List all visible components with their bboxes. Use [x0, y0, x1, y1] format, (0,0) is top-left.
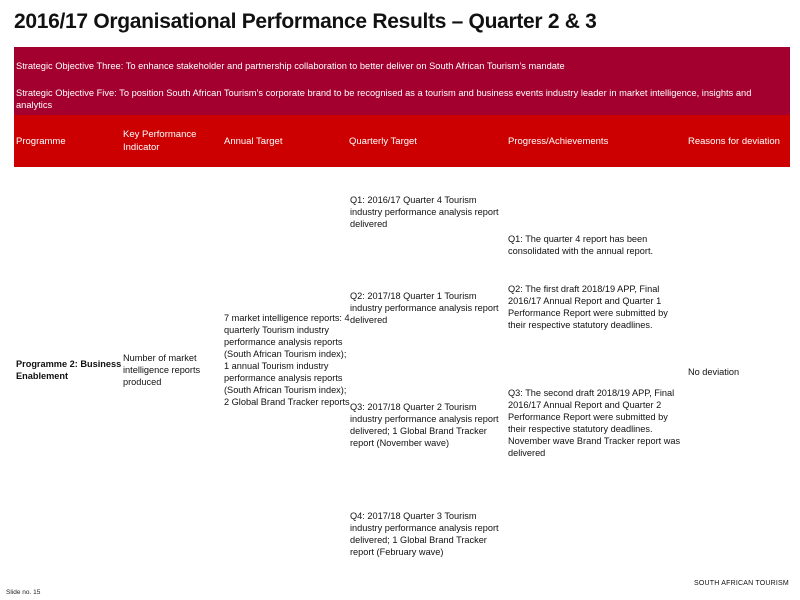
objective-three: Strategic Objective Three: To enhance stakeholder and partnership collaboration to better deliver on South African Tourism’s mandate [16, 61, 565, 71]
header-annual-target: Annual Target [224, 135, 283, 147]
header-progress: Progress/Achievements [508, 135, 609, 147]
header-quarterly-target: Quarterly Target [349, 135, 417, 147]
progress-q2: Q2: The first draft 2018/19 APP, Final 2016/17 Annual Report and Quarter 1 Performance Report were submitted by their respective statutory deadlines. [508, 284, 668, 330]
kpi-cell: Number of market intelligence reports produced [123, 353, 201, 387]
annual-target-cell: 7 market intelligence reports: 4 quarterly Tourism industry performance analysis reports (South African Tourism index); 1 annual Tourism industry performance analysis reports (South African Tourism index); 2 Global Brand Tracker reports [224, 313, 350, 407]
objectives-band [14, 47, 790, 115]
table-header [14, 115, 790, 167]
quarterly-target-q1: Q1: 2016/17 Quarter 4 Tourism industry performance analysis report delivered [350, 195, 499, 229]
header-kpi: Key Performance Indicator [123, 129, 197, 153]
slide-number: Slide no. 15 [6, 589, 41, 596]
progress-q3: Q3: The second draft 2018/19 APP, Final 2016/17 Annual Report and Quarter 2 Performance Report were submitted by their respective statutory deadlines. November wave Brand Tracker report was delivered [508, 388, 681, 458]
quarterly-target-q4: Q4: 2017/18 Quarter 3 Tourism industry performance analysis report delivered; 1 Global Brand Tracker report (February wave) [350, 511, 499, 557]
page-title: 2016/17 Organisational Performance Results – Quarter 2 & 3 [14, 10, 597, 33]
brand-logo: SOUTH AFRICAN TOURISM [694, 580, 789, 587]
quarterly-target-q2: Q2: 2017/18 Quarter 1 Tourism industry performance analysis report delivered [350, 291, 499, 325]
header-reasons: Reasons for deviation [688, 135, 780, 147]
header-programme: Programme [16, 135, 66, 147]
progress-q1: Q1: The quarter 4 report has been consolidated with the annual report. [508, 234, 654, 256]
objective-five: Strategic Objective Five: To position South African Tourism’s corporate brand to be recognised as a tourism and business events industry leader in market intelligence, insights and analytics [16, 88, 752, 110]
reasons-cell: No deviation [688, 367, 740, 377]
programme-cell: Programme 2: Business Enablement [16, 359, 122, 381]
quarterly-target-q3: Q3: 2017/18 Quarter 2 Tourism industry performance analysis report delivered; 1 Global Brand Tracker report (November wave) [350, 402, 499, 448]
